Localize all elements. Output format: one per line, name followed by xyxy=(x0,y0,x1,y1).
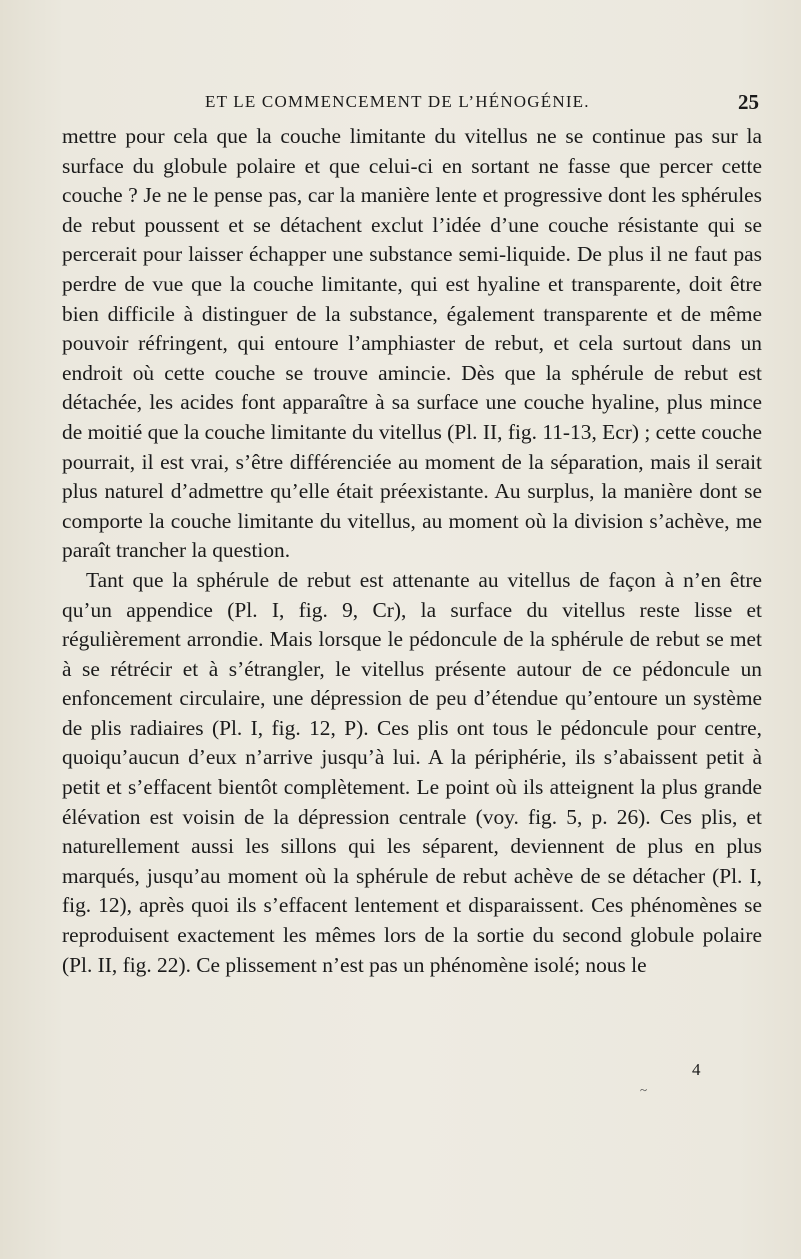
ink-smudge: ~ xyxy=(640,1082,648,1097)
running-title: ET LE COMMENCEMENT DE L’HÉNOGÉNIE. xyxy=(205,92,590,111)
signature-mark: 4 xyxy=(692,1060,701,1079)
page-number: 25 xyxy=(738,90,759,114)
paragraph: Tant que la sphérule de rebut est attenante au vitellus de façon à n’en être qu’un appendice (Pl. I, fig. 9, Cr), la surface du vitellus reste lisse et régulièrement arrondie. Mais lorsque le pédoncule de la sphérule de rebut se met à se rétrécir et à s’étrangler, le vitellus présente autour de ce pédoncule un enfoncement circulaire, une dépression de peu d’étendue qu’entoure un système de plis radiaires (Pl. I, fig. 12, P). Ces plis ont tous le pédoncule pour centre, quoiqu’aucun d’eux n’arrive jusqu’à lui. A la périphérie, ils s’abaissent petit à petit et s’effacent bientôt complètement. Le point où ils atteignent la plus grande élévation est voisin de la dépression centrale (voy. fig. 5, p. 26). Ces plis, et naturellement aussi les sillons qui les séparent, deviennent de plus en plus marqués, jusqu’au moment où la sphérule de rebut achève de se détacher (Pl. I, fig. 12), après quoi ils s’effacent lentement et disparaissent. Ces phénomènes se reproduisent exactement les mêmes lors de la sortie du second globule polaire (Pl. II, fig. 22). Ce plissement n’est pas un phénomène isolé; nous le xyxy=(62,567,762,977)
body-text xyxy=(62,122,762,980)
paragraph: mettre pour cela que la couche limitante du vitellus ne se continue pas sur la surface du globule polaire et que celui-ci en sortant ne fasse que percer cette couche ? Je ne le pense pas, car la manière lente et progressive dont les sphérules de rebut poussent et se détachent exclut l’idée d’une couche résistante qui se percerait pour laisser échapper une substance semi-liquide. De plus il ne faut pas perdre de vue que la couche limitante, qui est hyaline et transparente, doit être bien difficile à distinguer de la substance, également transparente et de même pouvoir réfringent, qui entoure l’amphiaster de rebut, et cela surtout dans un endroit où cette couche se trouve amincie. Dès que la sphérule de rebut est détachée, les acides font apparaître à sa surface une couche hyaline, plus mince de moitié que la couche limitante du vitellus (Pl. II, fig. 11-13, Ecr) ; cette couche pourrait, il est vrai, s’être différenciée au moment de la séparation, mais il serait plus naturel d’admettre qu’elle était préexistante. Au surplus, la manière dont se comporte la couche limitante du vitellus, au moment où la division s’achève, me paraît trancher la question. xyxy=(62,124,762,563)
page-header xyxy=(0,92,801,118)
